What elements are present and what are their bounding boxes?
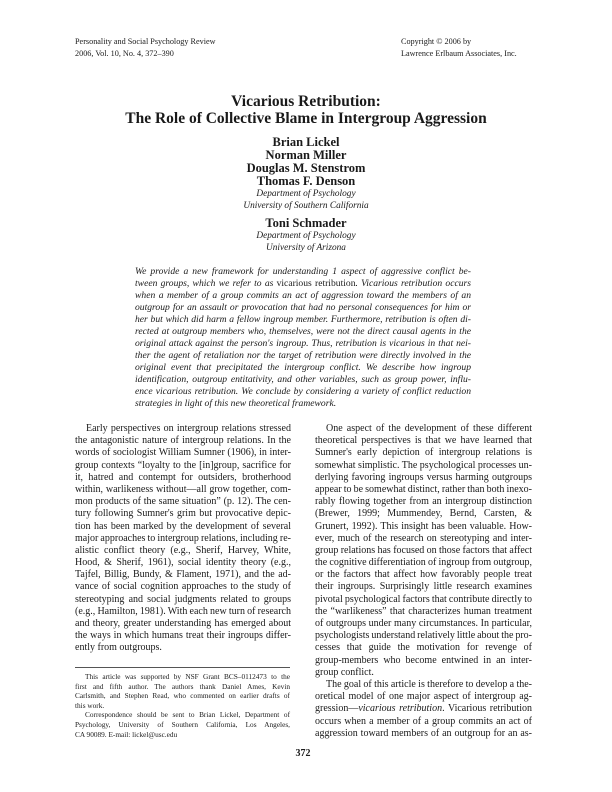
text-line: their ingroups. Surprisingly little research examines xyxy=(315,581,532,593)
text-segment: gression— xyxy=(315,703,359,715)
text-line: Psychology, University of Southern California, Los Angeles, xyxy=(75,719,290,729)
author-block xyxy=(0,136,612,254)
text-line: ther the agent of retaliation nor the target of retribution were directly involved in the xyxy=(135,350,471,361)
text-line: ever, much of the research on stereotyping and inter- xyxy=(315,532,532,544)
text-line: tion has been marked by the development of several xyxy=(75,520,291,532)
text-line: the “warlikeness” that characterizes human treatment xyxy=(315,605,532,617)
text-line: original event that precipitated the intergroup conflict. We describe how ingroup xyxy=(135,362,471,373)
text-segment: . Vicarious retribution occurs xyxy=(355,278,471,289)
author-name: Norman Miller xyxy=(265,148,347,162)
text-line: vance of social cognition approaches to the study of xyxy=(75,581,291,593)
emphasized-term: vicarious retribution xyxy=(276,278,356,289)
text-line: Sumner's early depiction of intergroup relations is xyxy=(315,447,532,459)
text-line: psychologists understand relatively little about the pro- xyxy=(315,630,532,642)
text-line: of outgroups under many circumstances. In particular, xyxy=(315,618,532,629)
text-line: original attack against the person's ingroup. Thus, retribution is vicarious in that nei- xyxy=(135,338,471,349)
author-name: Douglas M. Stenstrom xyxy=(246,161,366,175)
text-line: the cognitive differentiation of ingroup from outgroup, xyxy=(315,557,532,569)
text-line: oretical model of one major aspect of intergroup ag- xyxy=(315,691,532,703)
text-line: One aspect of the development of these different xyxy=(326,423,532,434)
body-column-right xyxy=(315,423,532,740)
footnote-divider xyxy=(75,667,290,668)
text-line: major approaches to intergroup relations, including re- xyxy=(75,532,292,544)
text-line xyxy=(315,703,532,715)
emphasized-term: vicarious retribution xyxy=(358,703,443,715)
text-line: group conflict. xyxy=(315,666,374,678)
text-line: group-members who become entwined in an inter- xyxy=(315,654,532,666)
text-line: Early perspectives on intergroup relations stressed xyxy=(86,423,291,434)
text-line: tury following Sumner's grim but provocative depic- xyxy=(75,508,291,520)
text-line: her but which did harm a fellow ingroup member. Furthermore, retribution is often di- xyxy=(135,314,471,325)
text-line: it, hatred and contempt for outsiders, brotherhood xyxy=(75,471,291,483)
text-line xyxy=(135,278,471,290)
text-line: The goal of this article is therefore to develop a the- xyxy=(326,678,532,690)
text-line: or the factors that affect how favorably people treat xyxy=(315,569,532,581)
text-line: Correspondence should be sent to Brian Lickel, Department of xyxy=(85,710,290,720)
text-segment: tween groups, which we refer to as xyxy=(135,278,277,289)
text-line: and theory, greater understanding has emerged about xyxy=(75,618,291,629)
text-line: appear to be somewhat distinct, rather than both inexo- xyxy=(315,483,532,495)
text-line: CA 90089. E-mail: lickel@usc.edu xyxy=(75,729,178,739)
journal-name: Personality and Social Psychology Review xyxy=(75,37,216,46)
page-number: 372 xyxy=(295,748,311,759)
journal-volume: 2006, Vol. 10, No. 4, 372–390 xyxy=(75,48,174,58)
text-line: stereotyping and social judgments related to groups xyxy=(75,593,291,605)
text-line: first and fifth author. The authors thank Daniel Ames, Kevin xyxy=(75,681,290,691)
author-name: Toni Schmader xyxy=(265,216,347,230)
text-line: This article was supported by NSF Grant BCS–0112473 to the xyxy=(85,672,290,681)
text-line: outgroup for an assault or provocation that had no personal consequences for him or xyxy=(135,302,471,313)
text-line: somewhat simplistic. The psychological processes un- xyxy=(315,459,532,471)
text-line: derlying favoring ingroups versus harming outgroups xyxy=(315,471,532,483)
text-segment: . Vicarious retribution xyxy=(442,703,532,715)
author-department: Department of Psychology xyxy=(256,189,356,199)
text-line: identification, outgroup entitativity, and other variables, such as group power, influ- xyxy=(135,374,471,385)
title-line-2: The Role of Collective Blame in Intergroup Aggression xyxy=(125,109,487,127)
text-line: Hood, & Sherif, 1961), social identity theory (e.g., xyxy=(75,557,291,569)
text-line: strategies in light of this new theoretical framework. xyxy=(135,398,337,409)
text-line: occurs when a member of a group commits an act of xyxy=(315,715,532,727)
text-line: mon products of the same situation” (p. 12). The cen- xyxy=(75,496,291,508)
text-line: Tajfel, Billig, Bundy, & Flament, 1971), and the ad- xyxy=(75,569,291,581)
text-line: the antagonistic nature of intergroup relations. In the xyxy=(75,435,291,447)
text-line: group relations has focused on those factors that affect xyxy=(315,544,532,556)
text-line: ently from outgroups. xyxy=(75,642,162,654)
text-line: Carlsmith, and Stephen Read, who commented on earlier drafts of xyxy=(75,691,290,701)
text-line: cesses that guide the motivation for revenge of xyxy=(315,642,532,654)
text-line: group contexts “loyalty to the [in]group, sacrifice for xyxy=(75,459,291,471)
author-department: Department of Psychology xyxy=(256,231,356,241)
text-line: rected at outgroup members who, themselves, were not the direct causal agents in the xyxy=(135,326,471,337)
text-line: this work. xyxy=(75,700,105,710)
text-line: theoretical perspectives is that we have learned that xyxy=(315,435,532,447)
text-line: words of sociologist William Sumner (1906), in inter- xyxy=(75,447,291,459)
text-line: We provide a new framework for understanding 1 aspect of aggressive conflict be- xyxy=(135,266,471,277)
publisher-name: Lawrence Erlbaum Associates, Inc. xyxy=(401,48,517,58)
text-line: within, warlikeness without—all grow together, com- xyxy=(75,483,291,495)
copyright-notice: Copyright © 2006 by xyxy=(401,37,472,46)
body-column-left xyxy=(75,423,291,655)
author-name: Brian Lickel xyxy=(272,135,340,149)
text-line: (e.g., Hamilton, 1981). With each new turn of research xyxy=(75,605,291,617)
abstract xyxy=(135,266,471,410)
text-line: pivotal psychological factors that contribute directly to xyxy=(315,593,532,605)
article-title xyxy=(0,94,612,127)
footnotes xyxy=(75,672,290,739)
text-line: the ways in which humans treat their ingroups differ- xyxy=(75,630,291,642)
author-name: Thomas F. Denson xyxy=(256,174,356,188)
text-line: aggression toward members of an outgroup for an as- xyxy=(315,727,532,739)
text-line: (Brewer, 1999; Mummendey, Bernd, Carsten, & xyxy=(315,508,532,520)
text-line: ence vicarious retribution. We conclude by considering a variety of conflict reduction xyxy=(135,386,471,397)
running-header-left xyxy=(75,36,216,59)
text-line: when a member of a group commits an act of aggression toward the members of an xyxy=(135,290,471,301)
running-header-right xyxy=(401,36,517,59)
text-line: Grunert, 1992). This insight has been valuable. How- xyxy=(315,520,532,532)
author-university: University of Arizona xyxy=(266,243,346,253)
text-line: rably flowing together from an intergroup distinction xyxy=(315,496,532,508)
author-university: University of Southern California xyxy=(243,201,369,211)
title-line-1: Vicarious Retribution: xyxy=(231,93,381,110)
text-line: alistic conflict theory (e.g., Sherif, Harvey, White, xyxy=(75,544,291,556)
